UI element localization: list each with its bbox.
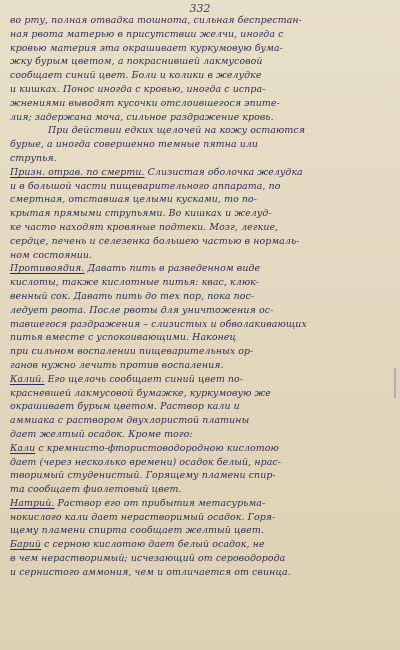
line-text: кровью материя эта окрашивает куркумовую бума- [10, 42, 283, 54]
text-line [10, 262, 394, 276]
text-line [10, 331, 394, 345]
line-text: в чем нерастворимый; исчезающий от сероводорода [10, 553, 286, 565]
text-line [10, 414, 394, 428]
text-line [10, 221, 394, 235]
text-line [10, 442, 394, 456]
text-line [10, 511, 394, 525]
text-line [10, 138, 394, 152]
text-line [10, 235, 394, 249]
text-line [10, 83, 394, 97]
text-line [10, 400, 394, 414]
line-text: лия; задержана моча, сильное раздражение кровь. [10, 111, 274, 123]
line-text: ная рвота матерью в присутствии желчи, иногда с [10, 28, 284, 40]
line-text: творимый студенистый. Горящему пламени спир- [10, 470, 276, 482]
line-text: и в большой части пищеварительного аппарата, по [10, 180, 281, 192]
margin-pencil-mark [394, 368, 396, 398]
text-line [10, 566, 394, 580]
line-text: ке часто находят кровяные подтеки. Мозг, легкие, [10, 221, 279, 233]
text-line [10, 166, 394, 180]
text-line [10, 97, 394, 111]
line-text: Слизистая оболочка желудка [144, 166, 303, 178]
text-line [10, 318, 394, 332]
line-text: дает желтый осадок. Кроме того: [10, 428, 193, 440]
line-text: и сернистого аммония, чем и отличается от свинца. [10, 566, 291, 578]
line-text: сообщает синий цвет. Боли и колики в желудке [10, 70, 262, 82]
text-line [10, 373, 394, 387]
text-line [10, 345, 394, 359]
text-line [10, 193, 394, 207]
text-line [10, 524, 394, 538]
line-text: жку бурым цветом, а покраснившей лакмусовой [10, 56, 263, 68]
line-text: сердце, печень и селезенка большею частью в нормаль- [10, 235, 300, 247]
text-line [10, 538, 394, 552]
line-text: смертная, отставшая целыми кусками, то по- [10, 194, 258, 206]
line-text: аммиака с раствором двухлористой платины [10, 415, 250, 427]
line-text: и кишках. Понос иногда с кровью, иногда с испра- [10, 83, 266, 95]
line-text: нокислого кали дает нерастворимый осадок. Горя- [10, 511, 276, 523]
line-text: щему пламени спирта сообщает желтый цвет. [10, 525, 264, 537]
text-line [10, 552, 394, 566]
line-text: красневшей лакмусовой бумажке, куркумовую же [10, 387, 271, 399]
section-heading: Кали [10, 442, 36, 454]
line-text: ном состоянии. [10, 249, 93, 261]
text-line [10, 387, 394, 401]
line-text: При действии едких щелочей на кожу остаются [48, 125, 306, 137]
line-text: ганов нужно лечить против воспаления. [10, 359, 224, 371]
text-line [10, 290, 394, 304]
section-heading: Натрий. [10, 497, 55, 509]
manuscript-body [10, 14, 394, 580]
line-text: бурые, а иногда совершенно темные пятна или [10, 139, 259, 151]
line-text: окрашивает бурым цветом. Раствор кали и [10, 401, 240, 413]
text-line [10, 55, 394, 69]
text-line [10, 111, 394, 125]
line-text: при сильном воспалении пищеварительных ор- [10, 346, 254, 358]
line-text: та сообщает фиолетовый цвет. [10, 484, 182, 496]
text-line [10, 69, 394, 83]
text-line [10, 469, 394, 483]
line-text: крытая прямыми струпьями. Во кишках и желуд- [10, 208, 272, 220]
section-heading: Калий. [10, 373, 45, 385]
line-text: с серною кислотою дает белый осадок, не [41, 539, 265, 551]
line-text: Его щелочь сообщает синий цвет по- [44, 373, 244, 385]
text-line [10, 497, 394, 511]
section-heading: Призн. отрав. по смерти. [10, 166, 145, 178]
line-text: питья вместе с успокоивающими. Наконец [10, 332, 237, 344]
line-text: жнениями выводят кусочки отслоившегося эпите- [10, 97, 280, 109]
text-line [10, 124, 394, 138]
line-text: во рту, полная отвадка тошнота, сильная беспрестан- [10, 15, 302, 26]
line-text: струпья. [10, 152, 57, 164]
line-text: кислоты, также кислотные питья: квас, клюк- [10, 277, 260, 289]
section-heading: Барий [10, 539, 42, 551]
text-line [10, 249, 394, 263]
section-heading: Противоядия. [10, 263, 85, 275]
text-line [10, 456, 394, 470]
text-line [10, 428, 394, 442]
text-line [10, 152, 394, 166]
page-number: 332 [189, 2, 211, 15]
line-text: тавшегося раздражения – слизистых и обволакивающих [10, 318, 307, 330]
text-line [10, 359, 394, 373]
text-line [10, 180, 394, 194]
line-text: Давать пить в разведенном виде [84, 263, 261, 275]
text-line [10, 14, 394, 28]
text-line [10, 28, 394, 42]
text-line [10, 207, 394, 221]
line-text: ледует рвота. После рвоты для уничтожения ос- [10, 304, 274, 316]
text-line [10, 304, 394, 318]
line-text: дает (через несколько времени) осадок белый, нрас- [10, 456, 282, 468]
line-text: с кремнисто-фтористоводородною кислотою [35, 442, 279, 454]
line-text: Раствор его от прибытия метасурьма- [54, 497, 266, 509]
text-line [10, 42, 394, 56]
line-text: венный сок. Давать пить до тех пор, пока пос- [10, 290, 255, 302]
text-line [10, 483, 394, 497]
text-line [10, 276, 394, 290]
